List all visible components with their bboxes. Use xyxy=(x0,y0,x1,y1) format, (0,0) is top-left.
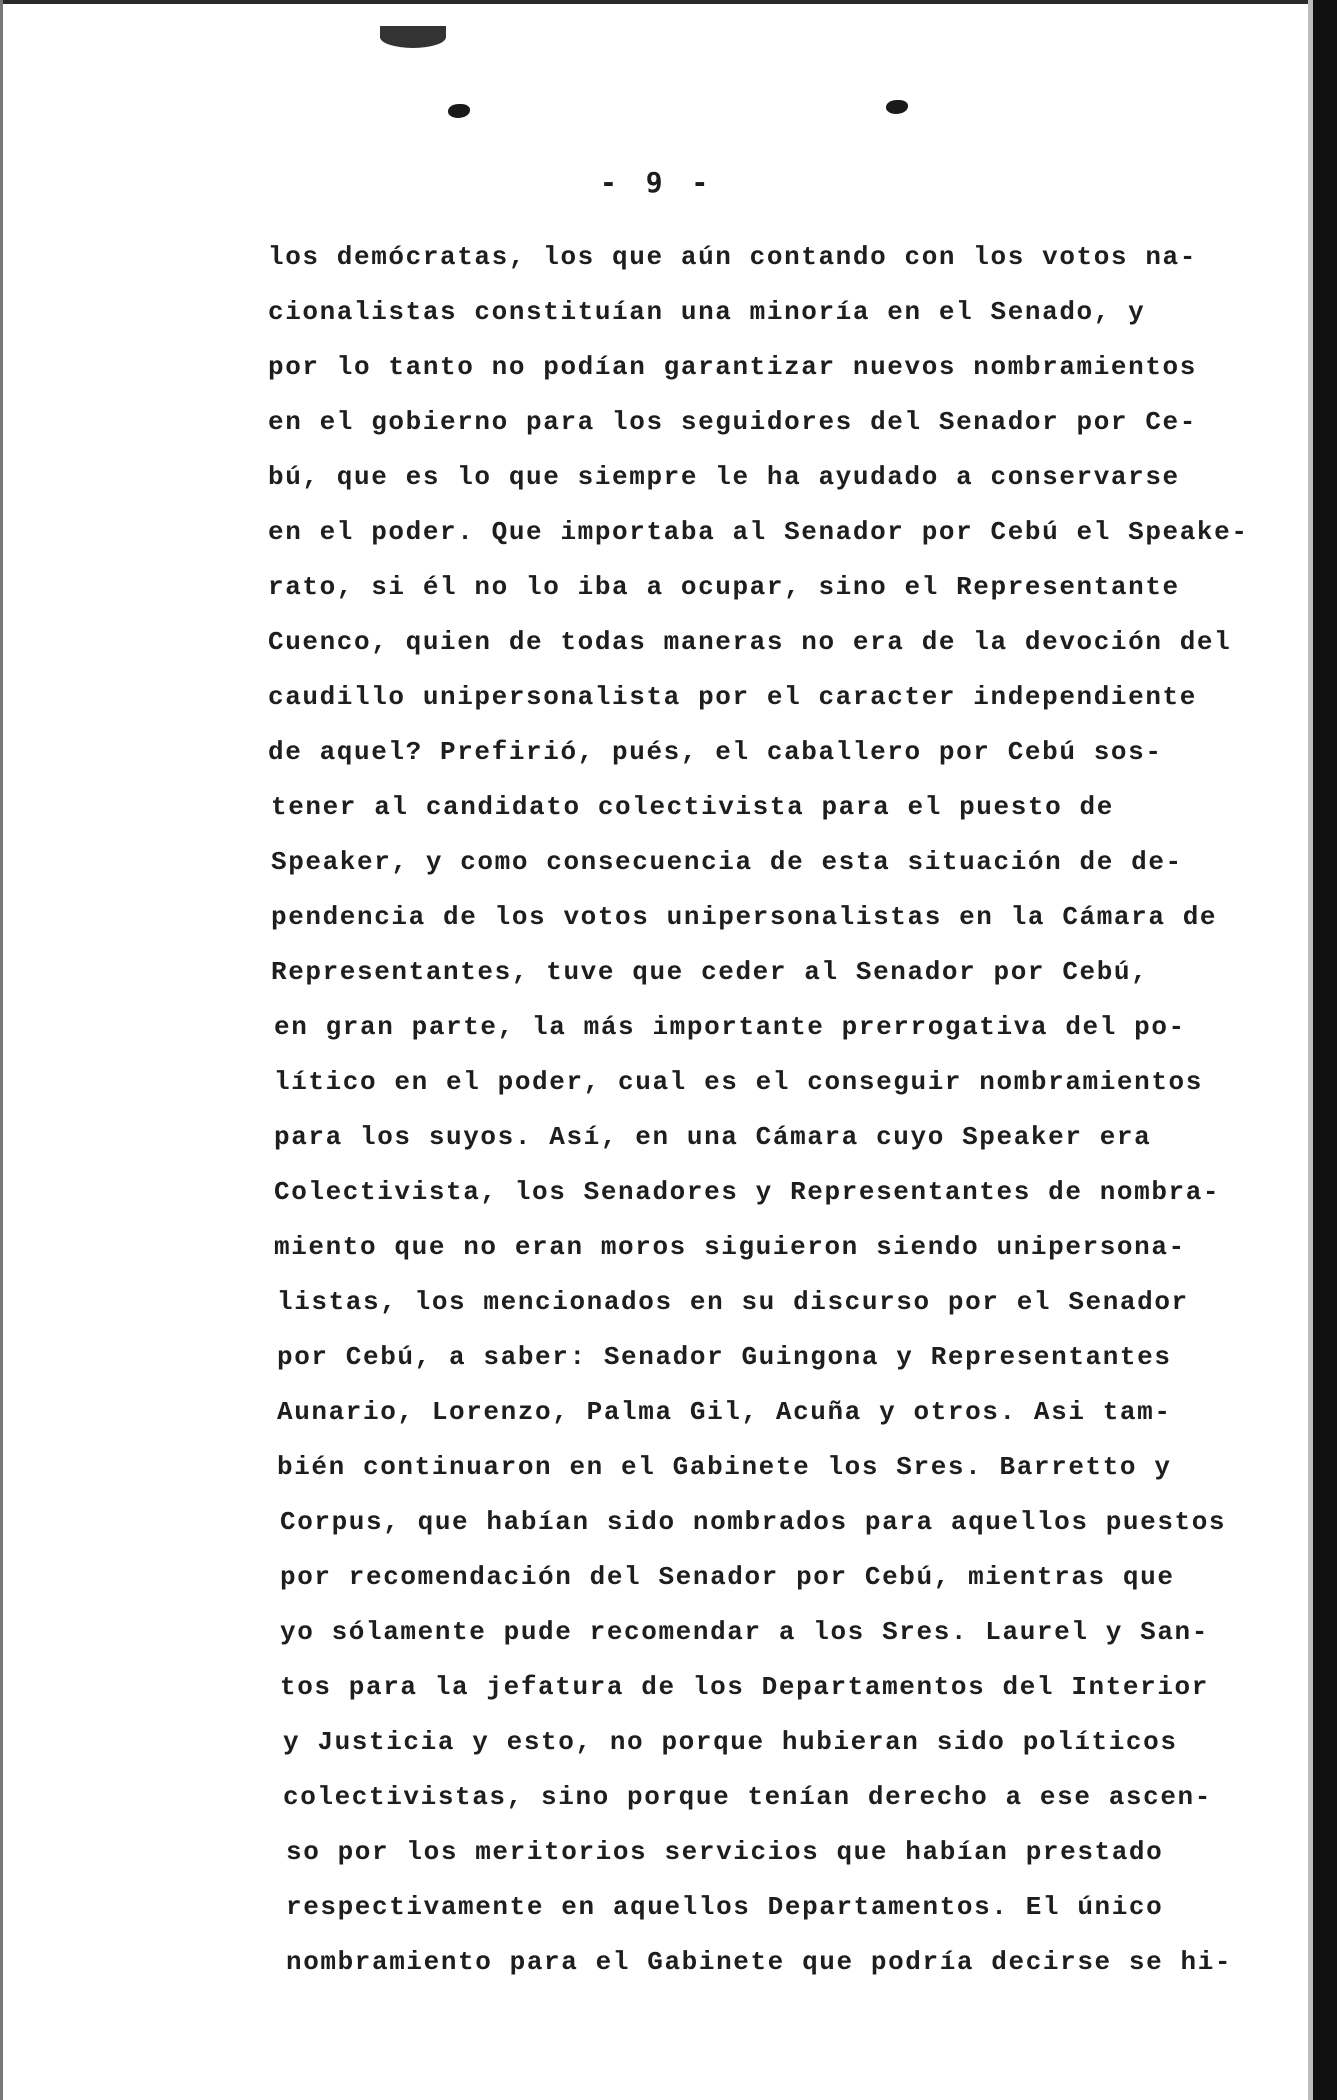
text-line: pendencia de los votos unipersonalistas en la Cámara de xyxy=(271,902,1218,932)
text-line: caudillo unipersonalista por el caracter independiente xyxy=(268,682,1197,712)
text-line: por Cebú, a saber: Senador Guingona y Representantes xyxy=(277,1342,1172,1372)
text-line: so por los meritorios servicios que habían prestado xyxy=(286,1837,1164,1867)
page-number: - 9 - xyxy=(600,166,715,199)
text-line: rato, si él no lo iba a ocupar, sino el Representante xyxy=(268,572,1180,602)
text-line: en gran parte, la más importante prerrogativa del po- xyxy=(274,1012,1186,1042)
text-line: de aquel? Prefirió, pués, el caballero por Cebú sos- xyxy=(268,737,1163,767)
text-line: bién continuaron en el Gabinete los Sres. Barretto y xyxy=(277,1452,1172,1482)
text-line: en el poder. Que importaba al Senador por Cebú el Speake- xyxy=(268,517,1249,547)
scan-border-left xyxy=(0,0,3,2100)
scan-border-right xyxy=(1313,0,1337,2100)
text-line: tener al candidato colectivista para el puesto de xyxy=(271,792,1114,822)
text-line: listas, los mencionados en su discurso por el Senador xyxy=(277,1287,1189,1317)
text-line: cionalistas constituían una minoría en el Senado, y xyxy=(268,297,1146,327)
punch-hole-left xyxy=(448,104,470,118)
text-line: los demócratas, los que aún contando con los votos na- xyxy=(268,242,1197,272)
text-line: Colectivista, los Senadores y Representantes de nombra- xyxy=(274,1177,1221,1207)
paper-damage-mark xyxy=(380,26,446,48)
text-line: por recomendación del Senador por Cebú, mientras que xyxy=(280,1562,1175,1592)
text-line: en el gobierno para los seguidores del Senador por Ce- xyxy=(268,407,1197,437)
text-line: colectivistas, sino porque tenían derecho a ese ascen- xyxy=(283,1782,1212,1812)
text-line: bú, que es lo que siempre le ha ayudado a conservarse xyxy=(268,462,1180,492)
text-line: miento que no eran moros siguieron siendo unipersona- xyxy=(274,1232,1186,1262)
text-line: nombramiento para el Gabinete que podría decirse se hi- xyxy=(286,1947,1233,1977)
text-line: y Justicia y esto, no porque hubieran sido políticos xyxy=(283,1727,1178,1757)
punch-hole-right xyxy=(886,100,908,114)
text-line: para los suyos. Así, en una Cámara cuyo Speaker era xyxy=(274,1122,1152,1152)
text-line: yo sólamente pude recomendar a los Sres. Laurel y San- xyxy=(280,1617,1209,1647)
text-line: Speaker, y como consecuencia de esta situación de de- xyxy=(271,847,1183,877)
text-line: tos para la jefatura de los Departamentos del Interior xyxy=(280,1672,1209,1702)
text-line: Aunario, Lorenzo, Palma Gil, Acuña y otros. Asi tam- xyxy=(277,1397,1172,1427)
text-line: Representantes, tuve que ceder al Senador por Cebú, xyxy=(271,957,1149,987)
text-line: por lo tanto no podían garantizar nuevos nombramientos xyxy=(268,352,1197,382)
scan-border-top xyxy=(0,0,1337,4)
text-line: Corpus, que habían sido nombrados para aquellos puestos xyxy=(280,1507,1227,1537)
text-line: Cuenco, quien de todas maneras no era de la devoción del xyxy=(268,627,1232,657)
text-line: lítico en el poder, cual es el conseguir nombramientos xyxy=(274,1067,1203,1097)
text-line: respectivamente en aquellos Departamentos. El único xyxy=(286,1892,1164,1922)
